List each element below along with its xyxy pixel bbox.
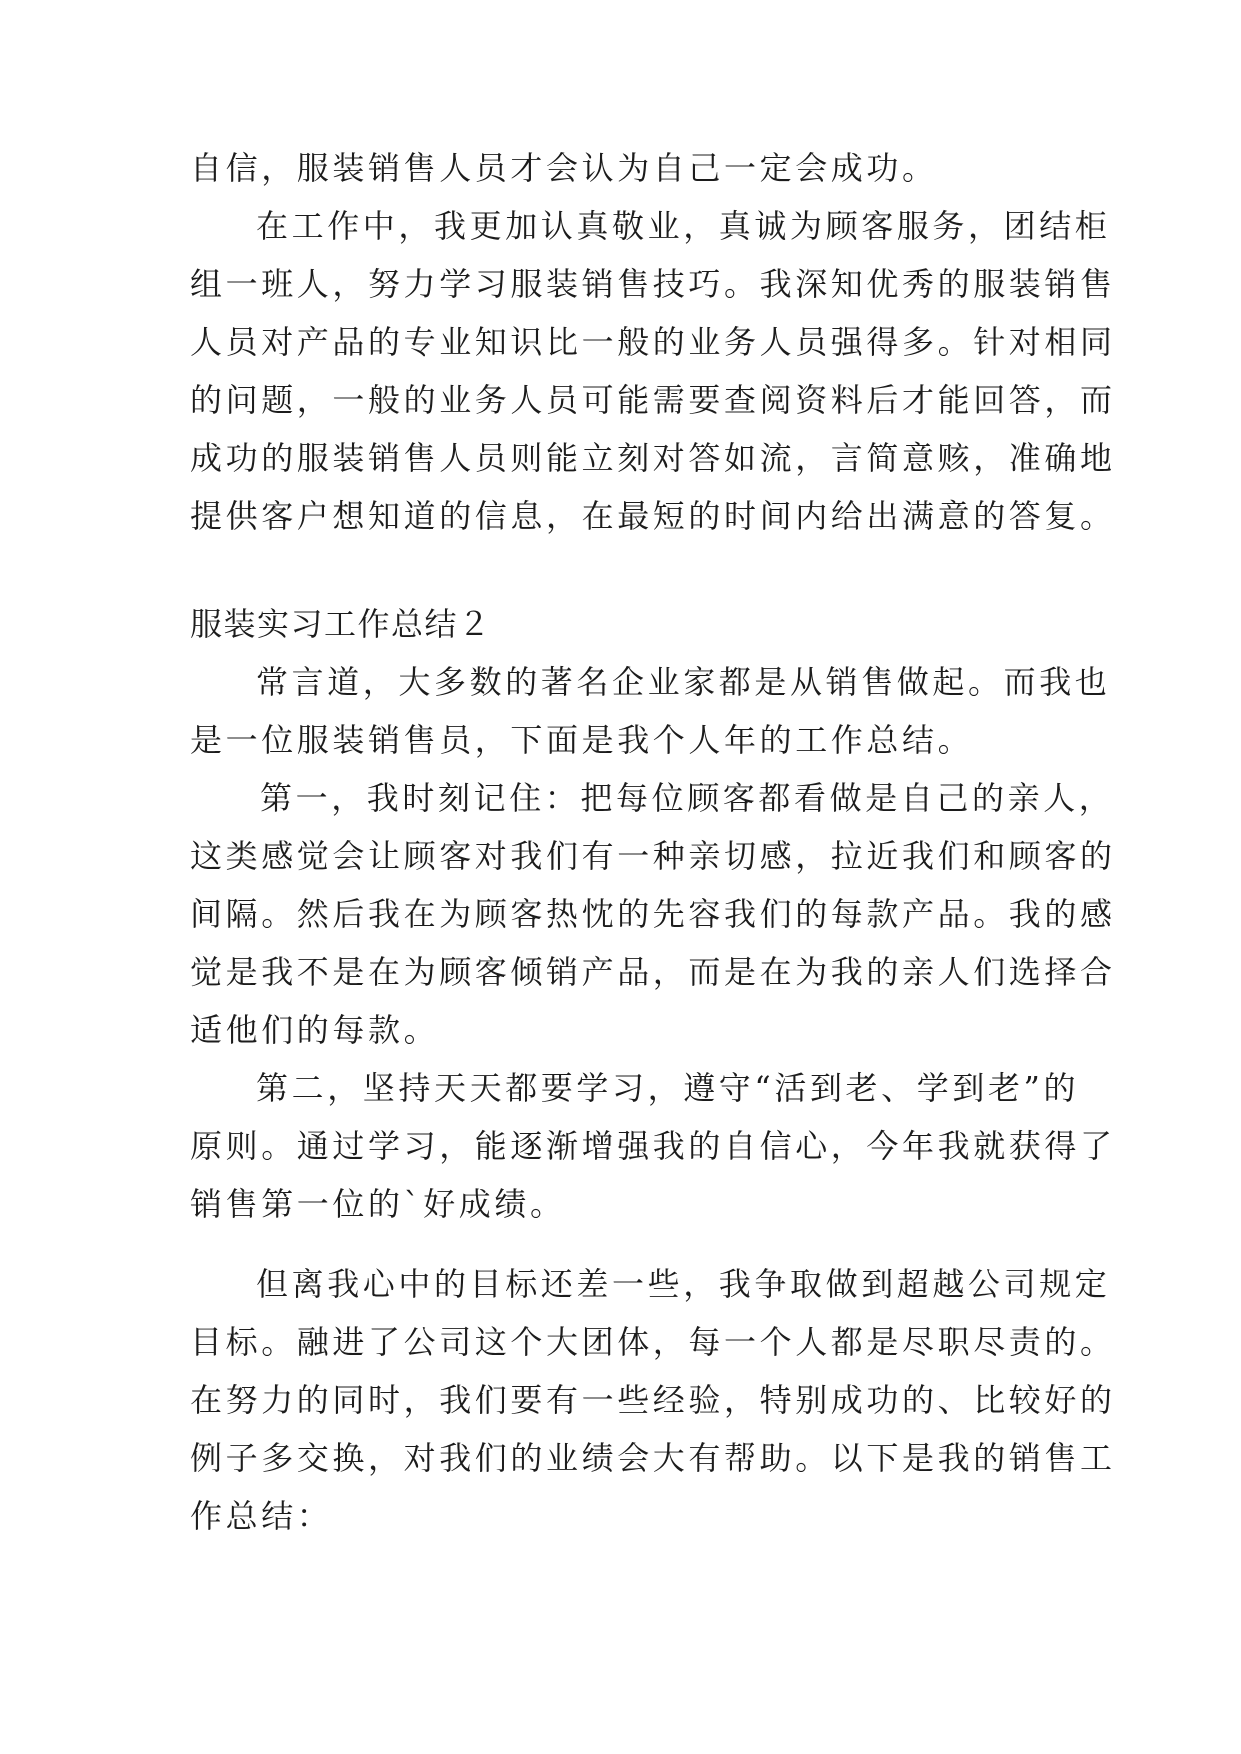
paragraph-first-line: 第二，坚持天天都要学习，遵守“活到老、学到老”的: [256, 1069, 1080, 1107]
text-line: 成功的服装销售人员则能立刻对答如流，言简意赅，准确地: [190, 439, 1116, 477]
text-line: 销售第一位的`好成绩。: [190, 1185, 566, 1223]
text-line: 适他们的每款。: [190, 1011, 440, 1049]
text-line: 目标。融进了公司这个大团体，每一个人都是尽职尽责的。: [190, 1323, 1116, 1361]
text-line: 人员对产品的专业知识比一般的业务人员强得多。针对相同: [190, 323, 1116, 361]
text-line: 提供客户想知道的信息，在最短的时间内给出满意的答复。: [190, 497, 1116, 535]
text-line: 例子多交换，对我们的业绩会大有帮助。以下是我的销售工: [190, 1439, 1116, 1477]
text-line: 间隔。然后我在为顾客热忱的先容我们的每款产品。我的感: [190, 895, 1116, 933]
text-line: 觉是我不是在为顾客倾销产品，而是在为我的亲人们选择合: [190, 953, 1116, 991]
paragraph-first-line: 常言道，大多数的著名企业家都是从销售做起。而我也: [256, 663, 1111, 701]
text-line: 组一班人，努力学习服装销售技巧。我深知优秀的服装销售: [190, 265, 1116, 303]
text-line: 作总结：: [190, 1497, 333, 1535]
paragraph-first-line: 但离我心中的目标还差一些，我争取做到超越公司规定: [256, 1265, 1111, 1303]
text-line: 这类感觉会让顾客对我们有一种亲切感，拉近我们和顾客的: [190, 837, 1116, 875]
text-line: 原则。通过学习，能逐渐增强我的自信心，今年我就获得了: [190, 1127, 1116, 1165]
text-line: 的问题，一般的业务人员可能需要查阅资料后才能回答，而: [190, 381, 1116, 419]
paragraph-first-line: 在工作中，我更加认真敬业，真诚为顾客服务，团结柜: [256, 207, 1111, 245]
text-line: 在努力的同时，我们要有一些经验，特别成功的、比较好的: [190, 1381, 1116, 1419]
section-heading: 服装实习工作总结２: [190, 605, 492, 643]
paragraph-first-line: 第一，我时刻记住：把每位顾客都看做是自己的亲人，: [260, 779, 1115, 817]
text-line: 自信，服装销售人员才会认为自己一定会成功。: [190, 149, 938, 187]
text-line: 是一位服装销售员，下面是我个人年的工作总结。: [190, 721, 974, 759]
